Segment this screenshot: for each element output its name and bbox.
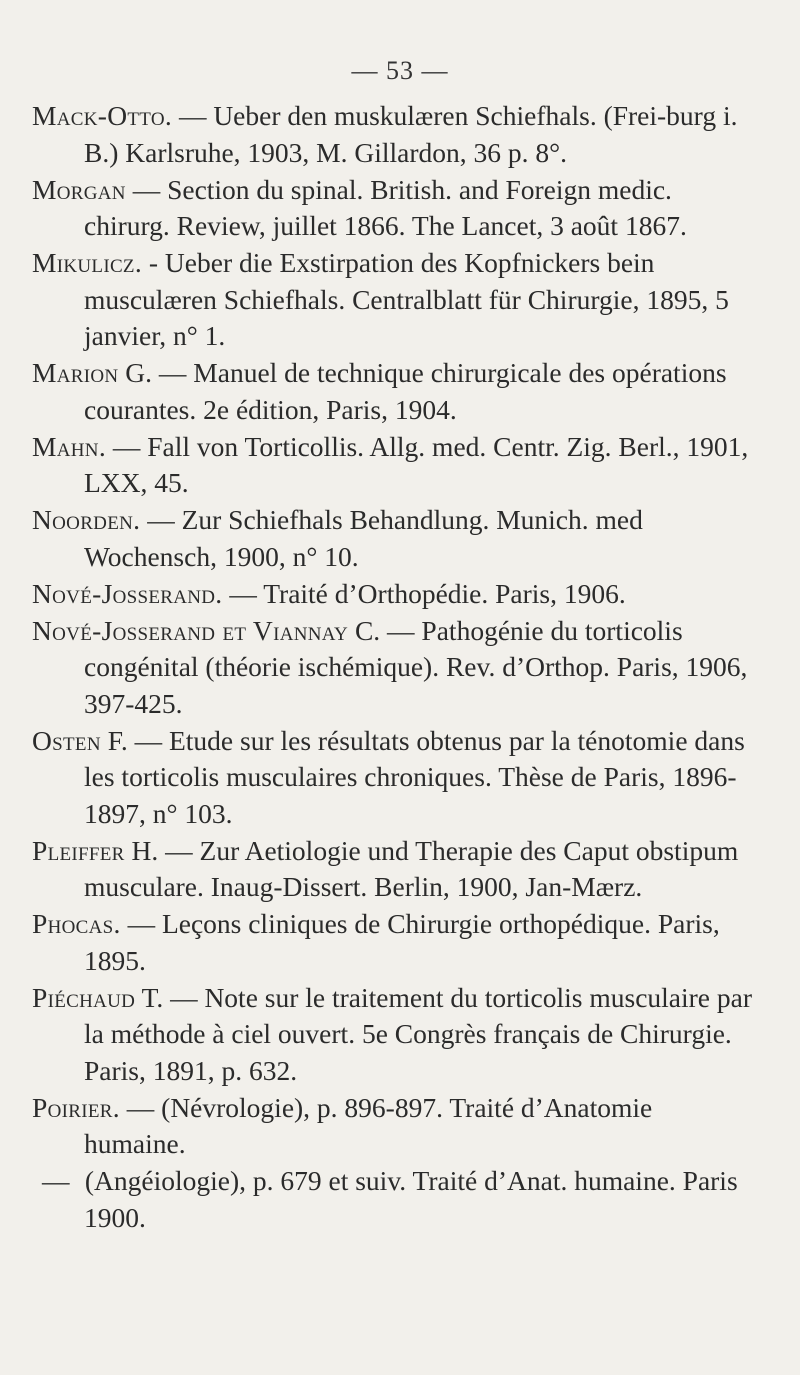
entry-author: Mikulicz. xyxy=(32,247,143,278)
page-number: — 53 — xyxy=(351,56,449,85)
entry-author: Nové-Josserand. xyxy=(32,577,223,609)
bibliography-entry xyxy=(32,1163,754,1236)
entry-text: — Traité d’Orthopédie. Paris, 1906. xyxy=(222,577,626,609)
entry-text: C. — Pathogénie du torticolis congénital (théorie ischémique). Rev. d’Orthop. Paris, 1906, 397-425. xyxy=(84,614,748,719)
bibliography-entry xyxy=(32,355,754,428)
bibliography-entry xyxy=(32,980,754,1090)
bibliography-entry xyxy=(32,576,754,613)
entry-author: Osten xyxy=(32,724,101,756)
bibliography-entry xyxy=(32,429,754,502)
bibliography-entry xyxy=(32,172,754,245)
entry-text: — Ueber den muskulæren Schiefhals. (Frei-burg i. B.) Karlsruhe, 1903, M. Gillardon, 36 p. 8°. xyxy=(84,100,738,168)
bibliography-entry xyxy=(32,723,754,833)
entry-author: Marion xyxy=(32,357,119,388)
bibliography-entry xyxy=(32,98,754,171)
entry-author: Poirier. xyxy=(32,1091,120,1123)
entry-text: — Leçons cliniques de Chirurgie orthopédique. Paris, 1895. xyxy=(84,908,720,976)
bibliography-entry xyxy=(32,502,754,575)
entry-text: — Section du spinal. British. and Foreign medic. chirurg. Review, juillet 1866. The Lancet, 3 août 1867. xyxy=(84,173,687,241)
entry-text: F. — Etude sur les résultats obtenus par la ténotomie dans les torticolis musculaires chroniques. Thèse de Paris, 1896-1897, n° 103. xyxy=(84,724,745,829)
entry-text: — Zur Schiefhals Behandlung. Munich. med Wochensch, 1900, n° 10. xyxy=(84,504,643,572)
bibliography-entry xyxy=(32,613,754,723)
entry-text: - Ueber die Exstirpation des Kopfnickers bein musculæren Schiefhals. Centralblatt für Chirurgie, 1895, 5 janvier, n° 1. xyxy=(84,247,729,351)
entry-text: T. — Note sur le traitement du torticolis musculaire par la méthode à ciel ouvert. 5e Congrès français de Chirurgie. Paris, 1891, p. 632. xyxy=(84,981,752,1086)
entry-author: Mack-Otto. xyxy=(32,100,173,131)
entry-author: — xyxy=(42,1165,70,1196)
bibliography-list xyxy=(32,98,754,1237)
entry-text: — (Névrologie), p. 896-897. Traité d’Anatomie humaine. xyxy=(84,1091,653,1159)
entry-author: Phocas. xyxy=(32,908,121,939)
entry-author: Nové-Josserand et Viannay xyxy=(32,614,349,646)
bibliography-entry xyxy=(32,906,754,979)
entry-author: Noorden. xyxy=(32,504,141,535)
entry-text: G. — Manuel de technique chirurgicale des opérations courantes. 2e édition, Paris, 1904. xyxy=(84,357,727,425)
bibliography-entry xyxy=(32,245,754,355)
entry-text: (Angéiologie), p. 679 et suiv. Traité d’Anat. humaine. Paris 1900. xyxy=(78,1165,738,1233)
entry-text: — Fall von Torticollis. Allg. med. Centr. Zig. Berl., 1901, LXX, 45. xyxy=(84,430,749,498)
bibliography-entry xyxy=(32,1090,754,1163)
entry-author: Mahn. xyxy=(32,430,106,462)
bibliography-entry xyxy=(32,833,754,906)
entry-author: Piéchaud xyxy=(32,981,136,1013)
entry-author: Morgan xyxy=(32,173,126,205)
entry-text: H. — Zur Aetiologie und Therapie des Caput obstipum musculare. Inaug-Dissert. Berlin, 1900, Jan-Mærz. xyxy=(84,834,739,902)
entry-author: Pleiffer xyxy=(32,834,125,866)
